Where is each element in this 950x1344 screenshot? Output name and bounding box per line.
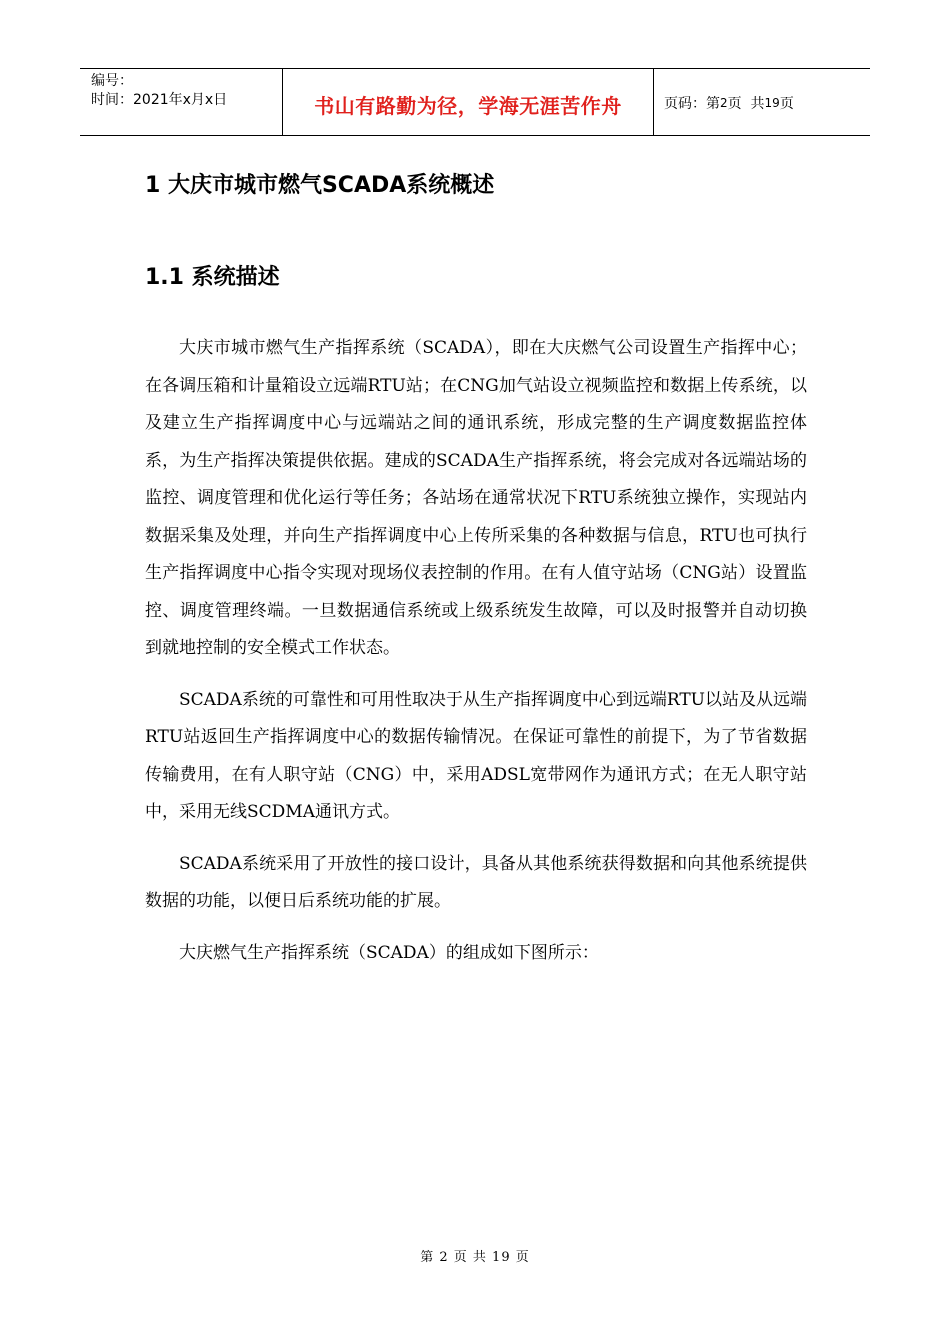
page-mid: 页 共 [727,96,765,112]
header-motto: 书山有路勤为径，学海无涯苦作舟 [282,69,654,135]
document-number-label: 编号： [91,73,133,89]
paragraph-open-interface: SCADA系统采用了开放性的接口设计，具备从其他系统获得数据和向其他系统提供数据的功能，以便日后系统功能的扩展。 [145,853,807,911]
paragraph-reliability: SCADA系统的可靠性和可用性取决于从生产指挥调度中心到远端RTU以站及从远端RTU站返回生产指挥调度中心的数据传输情况。在保证可靠性的前提下，为了节省数据传输费用，在有人职守站（CNG）中，采用ADSL宽带网作为通讯方式；在无人职守站中，采用无线SCDMA通讯方式。 [145,689,808,822]
document-body [145,160,807,972]
page-total: 19 [764,96,780,110]
page-suffix: 页 [779,96,794,112]
section-heading: 1.1 系统描述 [145,265,280,290]
page-footer: 第 2 页 共 19 页 [420,1250,530,1265]
page-current: 2 [720,96,728,110]
document-time-label: 时间：2021年x月x日 [91,92,228,108]
header-page-info [654,69,870,135]
paragraph-system-overview: 大庆市城市燃气生产指挥系统（SCADA），即在大庆燃气公司设置生产指挥中心；在各调压箱和计量箱设立远端RTU站；在CNG加气站设立视频监控和数据上传系统，以及建立生产指挥调度中心与远端站之间的通讯系统，形成完整的生产调度数据监控体系，为生产指挥决策提供依据。建成的SCADA生产指挥系统，将会完成对各远端站场的监控、调度管理和优化运行等任务；各站场在通常状况下RTU系统独立操作，实现站内数据采集及处理，并向生产指挥调度中心上传所采集的各种数据与信息，RTU也可执行生产指挥调度中心指令实现对现场仪表控制的作用。在有人值守站场（CNG站）设置监控、调度管理终端。一旦数据通信系统或上级系统发生故障，可以及时报警并自动切换到就地控制的安全模式工作状态。 [145,338,807,658]
chapter-heading: 1 大庆市城市燃气SCADA系统概述 [145,173,495,198]
page-header-table [80,68,870,136]
header-left-cell [80,69,282,135]
paragraph-composition: 大庆燃气生产指挥系统（SCADA）的组成如下图所示： [179,942,599,963]
page-prefix: 页码：第 [664,96,720,112]
